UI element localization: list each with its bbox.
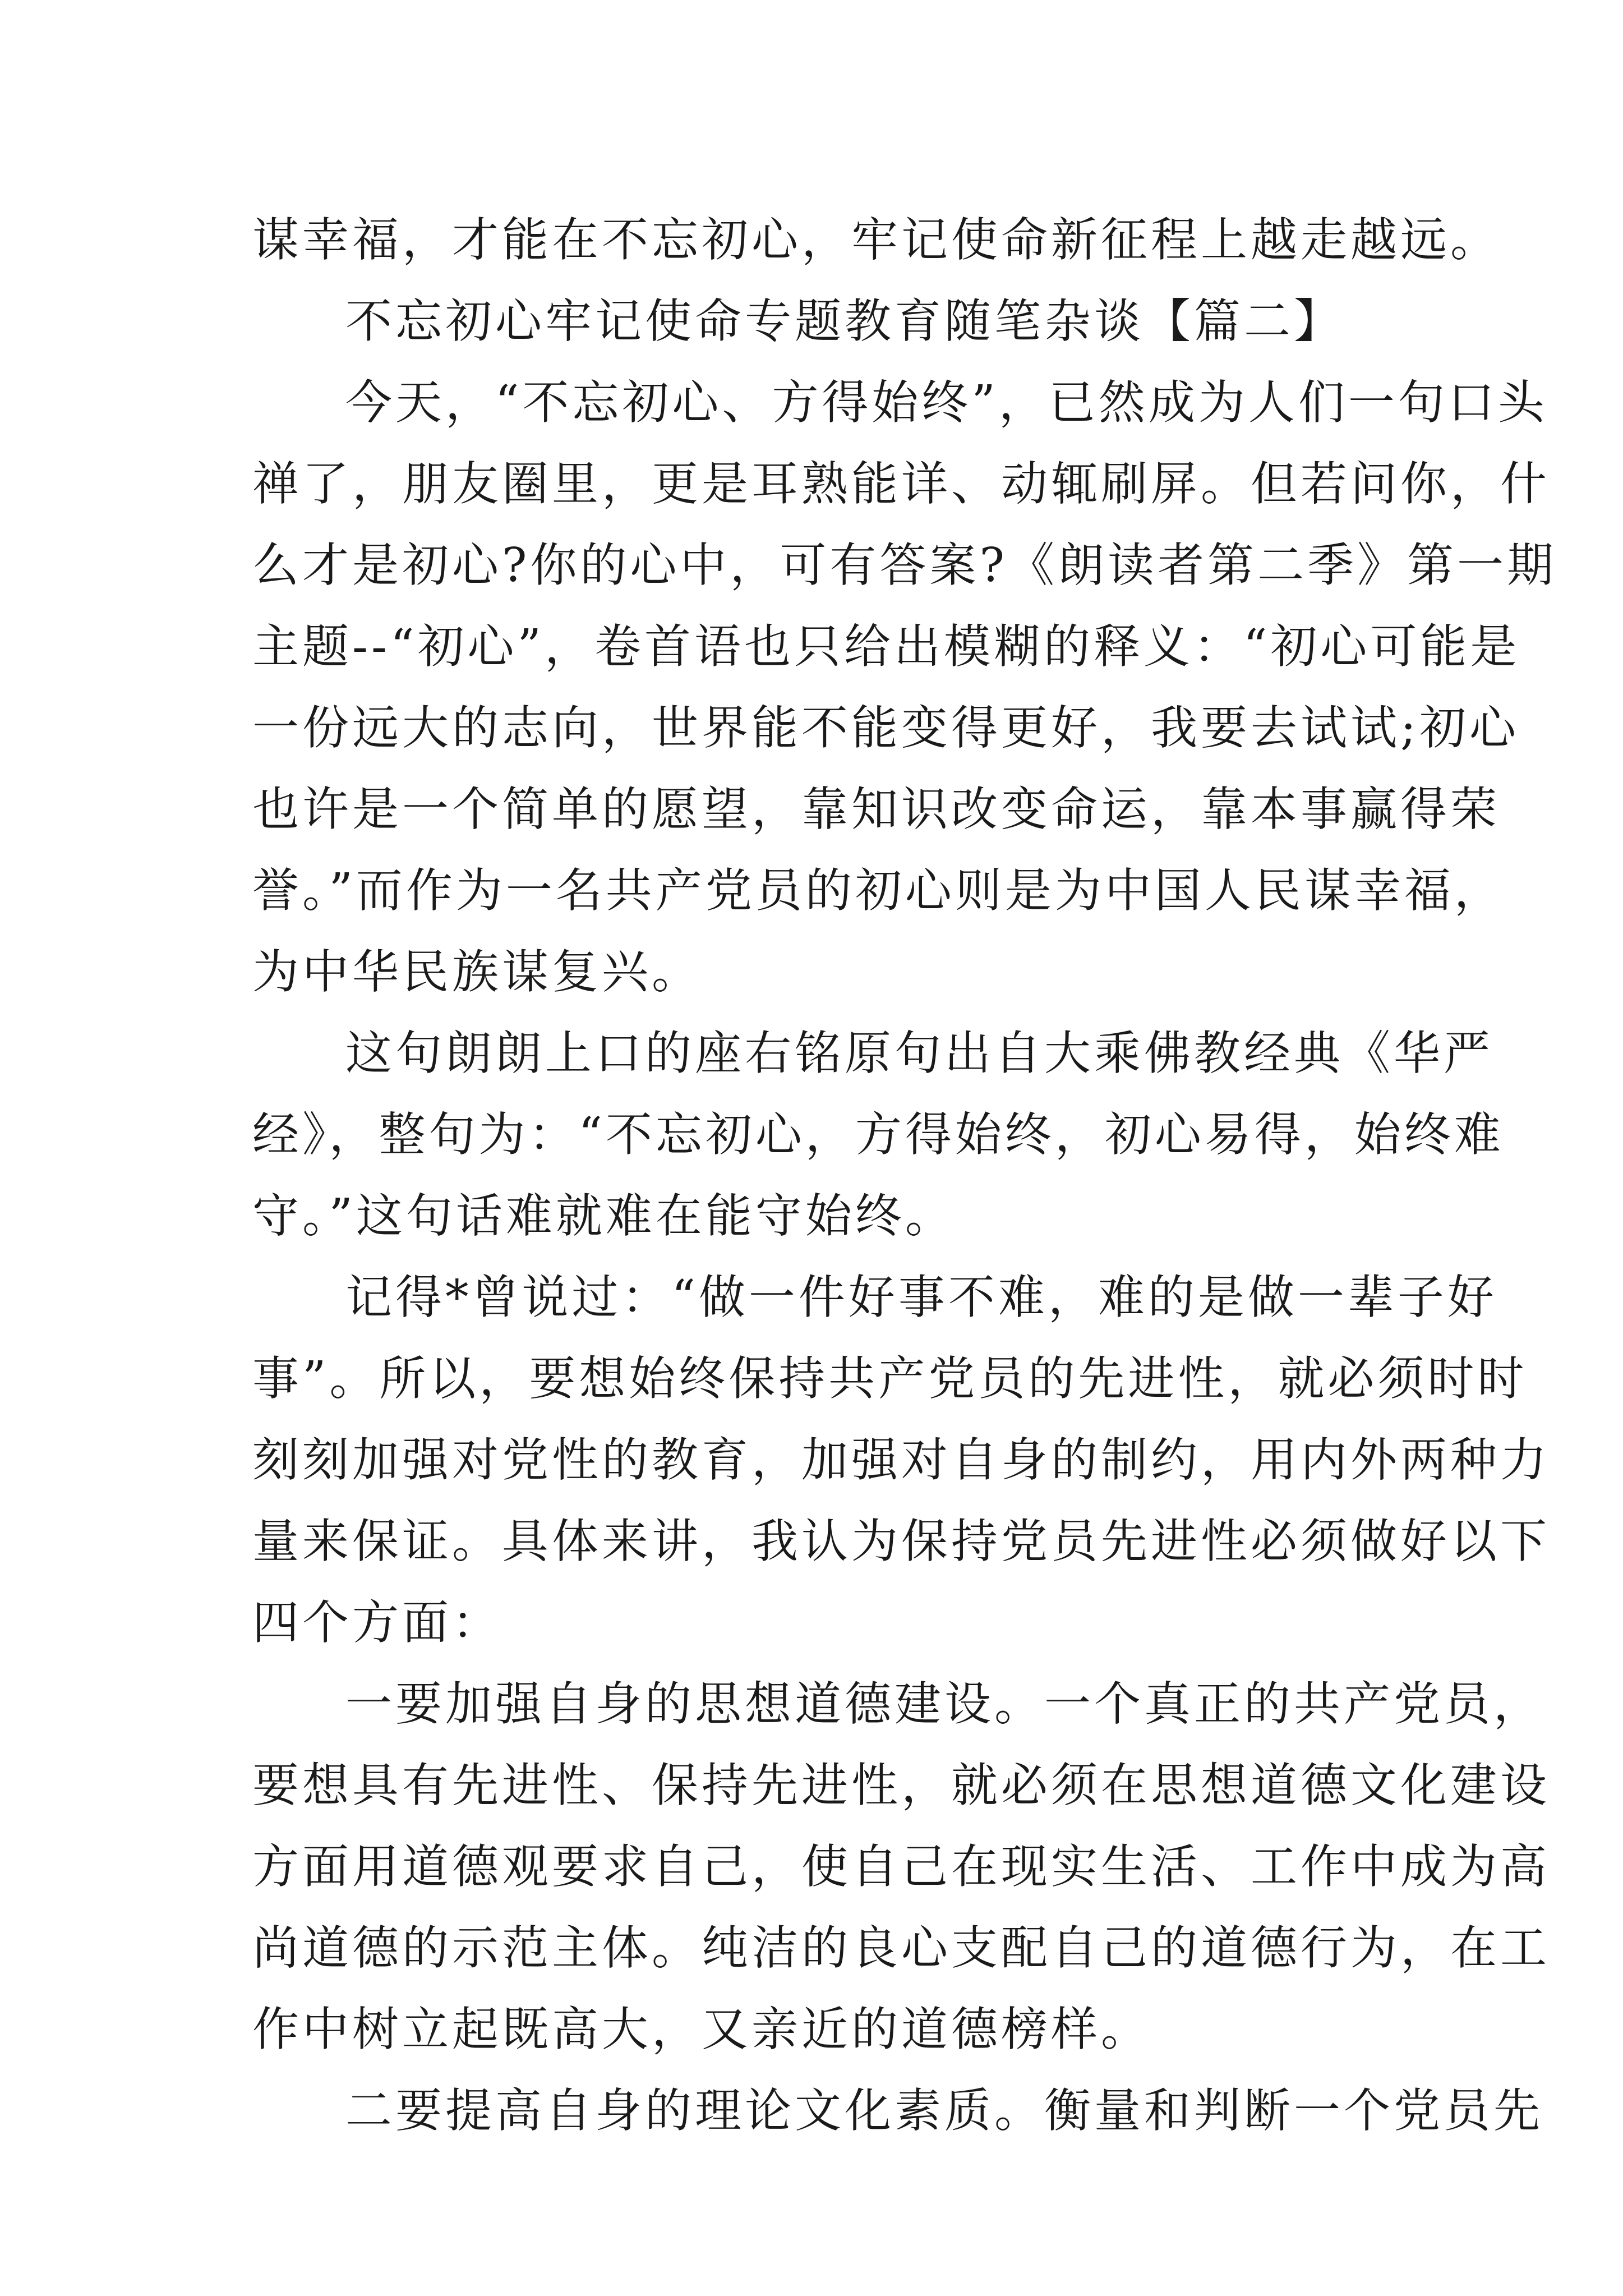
text-line: 今天，“不忘初心、方得始终”，已然成为人们一句口头: [345, 375, 1548, 430]
text-line: 不忘初心牢记使命专题教育随笔杂谈【篇二】: [345, 294, 1344, 348]
text-line: 谋幸福，才能在不忘初心，牢记使命新征程上越走越远。: [252, 213, 1500, 267]
document-body: [252, 199, 1557, 2151]
text-line: 这句朗朗上口的座右铭原句出自大乘佛教经典《华严: [345, 1026, 1493, 1080]
text-line: 一要加强自身的思想道德建设。一个真正的共产党员，: [345, 1677, 1543, 1731]
text-line: 为中华民族谋复兴。: [252, 945, 702, 999]
text-line: 要想具有先进性、保持先进性，就必须在思想道德文化建设: [252, 1758, 1550, 1812]
text-line: 主题--“初心”，卷首语也只给出模糊的释义：“初心可能是: [252, 619, 1520, 674]
text-line: 记得*曾说过：“做一件好事不难，难的是做一辈子好: [345, 1270, 1497, 1324]
text-line: 作中树立起既高大，又亲近的道德榜样。: [252, 2002, 1151, 2056]
text-line: 四个方面：: [252, 1595, 502, 1650]
text-line: 刻刻加强对党性的教育，加强对自身的制约，用内外两种力: [252, 1433, 1550, 1487]
text-line: 事”。所以，要想始终保持共产党员的先进性，就必须时时: [252, 1351, 1528, 1406]
text-line: 禅了，朋友圈里，更是耳熟能详、动辄刷屏。但若问你，什: [252, 457, 1550, 511]
text-line: 守。”这句话难就难在能守始终。: [252, 1189, 955, 1243]
text-line: 经》，整句为：“不忘初心，方得始终，初心易得，始终难: [252, 1107, 1504, 1162]
text-line: 二要提高自身的理论文化素质。衡量和判断一个党员先: [345, 2083, 1543, 2138]
text-line: 也许是一个简单的愿望，靠知识改变命运，靠本事赢得荣: [252, 782, 1500, 836]
text-line: 一份远大的志向，世界能不能变得更好，我要去试试;初心: [252, 701, 1519, 755]
text-line: 量来保证。具体来讲，我认为保持党员先进性必须做好以下: [252, 1514, 1550, 1568]
text-line: 尚道德的示范主体。纯洁的良心支配自己的道德行为，在工: [252, 1921, 1550, 1975]
text-line: 方面用道德观要求自己，使自己在现实生活、工作中成为高: [252, 1839, 1550, 1894]
text-line: 誉。”而作为一名共产党员的初心则是为中国人民谋幸福，: [252, 863, 1504, 918]
text-line: 么才是初心?你的心中，可有答案?《朗读者第二季》第一期: [252, 538, 1557, 592]
